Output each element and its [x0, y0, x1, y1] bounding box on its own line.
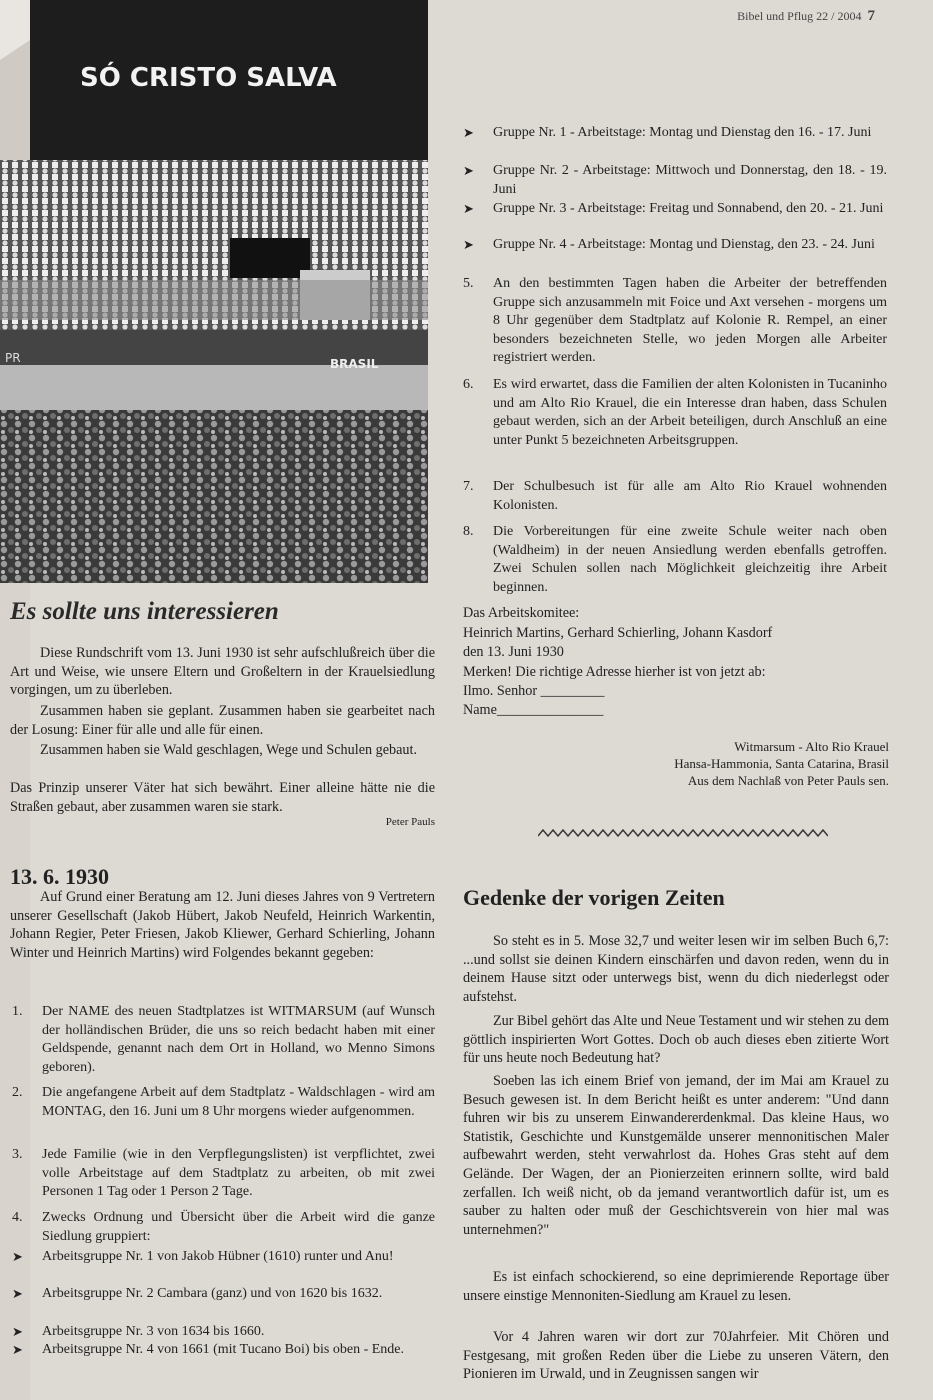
page-number: 7: [867, 8, 875, 24]
article2-intro: Auf Grund einer Beratung am 12. Juni dieses Jahres von 9 Vertretern unserer Gesellschaft (Jakob Hübert, Jakob Neufeld, Heinrich Warkentin, Johann Regier, Peter Friesen, Jakob Kliewer, Gerhard Schierling, Johann Winter und Heinrich Martins) wird Folgendes bekannt gegeben:: [10, 889, 435, 961]
photo-side-left: PR: [5, 351, 21, 365]
item-number: 6.: [463, 377, 474, 392]
source-line-2: Hansa-Hammonia, Santa Catarina, Brasil: [674, 756, 889, 771]
list-item: [463, 478, 887, 516]
article1-paragraph-4: Das Prinzip unserer Väter hat sich bewährt. Einer alleine hätte nie die Straßen gebaut, aber zusammen waren sie stark.: [10, 780, 435, 815]
group-text: Arbeitsgruppe Nr. 1 von Jakob Hübner (1610) runter und Anu!: [42, 1249, 394, 1264]
item-number: 4.: [12, 1210, 23, 1225]
item-number: 1.: [12, 1004, 23, 1019]
committee-date: den 13. Juni 1930: [463, 644, 564, 660]
header-title: Bibel und Pflug 22 / 2004: [737, 9, 862, 23]
article3-paragraph-3: Soeben las ich einem Brief von jemand, der im Mai am Krauel zu Besuch gewesen ist. In dem Bericht heißt es unter anderem: "Und dann fuhren wir bis zu unserem Einwandererdenkmal. Das kleine Haus, wo Statistik, Geschichte und Kunstgemälde unserer mennonitischen Maler aufbewahrt werden, steht verwahrlost da. Hohes Gras steht auf dem Gelände. Der Wagen, der an Pionierzeiten erinnern sollte, wird bald zerfallen. Ich weiß nicht, ob da jemand verantwortlich dafür ist, um es sauber zu halten oder muß der Geschichtsverein von hier mal was unternehmen?": [463, 1073, 889, 1238]
group-item: [12, 1341, 435, 1377]
article1-paragraph-3: Zusammen haben sie Wald geschlagen, Wege und Schulen gebaut.: [40, 742, 417, 758]
photo-illustration: [0, 0, 428, 583]
committee-names: Heinrich Martins, Gerhard Schierling, Johann Kasdorf: [463, 625, 773, 641]
item-text: An den bestimmten Tagen haben die Arbeiter der betreffenden Gruppe sich anzusammeln mit Foice und Axt versehen - morgens um 8 Uhr gegenüber dem Stadtplatz auf Kolonie R. Rempel, an einer besonders bezeichneten Stelle, wo jeden Morgen alle Arbeiter registriert werden.: [493, 276, 887, 365]
group-item: [463, 124, 887, 160]
ornamental-divider: [538, 826, 828, 840]
group-item: [463, 236, 887, 272]
article3-paragraph-4: Es ist einfach schockierend, so eine deprimierende Reportage über unsere einstige Mennoniten-Siedlung am Krauel zu lesen.: [463, 1269, 889, 1304]
arrowhead-bullet-icon: ➤: [463, 201, 474, 216]
address-line-1: Ilmo. Senhor _________: [463, 683, 605, 699]
list-item: [12, 1003, 435, 1083]
item-number: 3.: [12, 1147, 23, 1162]
arrowhead-bullet-icon: ➤: [463, 237, 474, 252]
item-text: Es wird erwartet, dass die Familien der alten Kolonisten in Tucaninho und am Alto Rio Krauel, die ein Interesse dran haben, dass Schulen gebaut werden, sich an der Arbeit beteiligen, durch Anschluß an eine unter Punkt 5 bezeichneten Arbeitsgruppen.: [493, 377, 887, 448]
group-item: [12, 1285, 435, 1321]
congregation-photo: [0, 0, 428, 583]
item-number: 8.: [463, 524, 474, 539]
page-header: [737, 8, 875, 25]
photo-side-right: BRASIL: [330, 357, 379, 371]
item-number: 2.: [12, 1085, 23, 1100]
list-item: [12, 1084, 435, 1144]
group-text: Gruppe Nr. 3 - Arbeitstage: Freitag und Sonnabend, den 20. - 21. Juni: [493, 201, 884, 216]
item-text: Die angefangene Arbeit auf dem Stadtplatz - Waldschlagen - wird am MONTAG, den 16. Juni um 8 Uhr morgens wieder aufgenommen.: [42, 1085, 435, 1119]
article3-paragraph-2: Zur Bibel gehört das Alte und Neue Testament und wir stehen zu dem göttlich inspirierten Wort Gottes. Doch ob auch dieses eben zitierte Wort für uns heute noch Bedeutung hat?: [463, 1013, 889, 1067]
arrowhead-bullet-icon: ➤: [12, 1324, 23, 1339]
source-line-3: Aus dem Nachlaß von Peter Pauls sen.: [687, 773, 889, 788]
article1-author: Peter Pauls: [385, 816, 435, 828]
arrowhead-bullet-icon: ➤: [463, 163, 474, 178]
group-text: Arbeitsgruppe Nr. 3 von 1634 bis 1660.: [42, 1324, 265, 1339]
list-item: [463, 376, 887, 471]
group-text: Gruppe Nr. 2 - Arbeitstage: Mittwoch und Donnerstag, den 18. - 19. Juni: [493, 163, 887, 197]
item-text: Der Schulbesuch ist für alle am Alto Rio Krauel wohnenden Kolonisten.: [493, 479, 887, 513]
list-item: [12, 1209, 435, 1249]
article1-paragraph-1: Diese Rundschrift vom 13. Juni 1930 ist sehr aufschlußreich über die Art und Weise, wie unsere Eltern und Großeltern in der Krauelsiedlung vorgingen, um zu überleben.: [10, 645, 435, 699]
list-item: [12, 1146, 435, 1206]
group-text: Gruppe Nr. 4 - Arbeitstage: Montag und Dienstag, den 23. - 24. Juni: [493, 237, 875, 252]
article3-paragraph-1: So steht es in 5. Mose 32,7 und weiter lesen wir im selben Buch 6,7: ...und sollst sie deinen Kindern einschärfen und davon reden, wenn du in deinem Hause sitzt oder unterwegs bist, wenn du dich niederlegst oder aufstehst.: [463, 933, 889, 1005]
list-item: [463, 523, 887, 599]
article1-title: Es sollte uns interessieren: [10, 598, 279, 625]
group-text: Arbeitsgruppe Nr. 2 Cambara (ganz) und von 1620 bis 1632.: [42, 1286, 383, 1301]
group-text: Gruppe Nr. 1 - Arbeitstage: Montag und Dienstag den 16. - 17. Juni: [493, 125, 872, 140]
item-text: Der NAME des neuen Stadtplatzes ist WITMARSUM (auf Wunsch der holländischen Brüder, die uns so reich bedacht haben mit einer Geldspende, genannt nach dem Ort in Holland, wo Menno Simons geboren).: [42, 1004, 435, 1075]
article3-paragraph-5: Vor 4 Jahren waren wir dort zur 70Jahrfeier. Mit Chören und Festgesang, mit großen Reden über die Liebe zu unseren Vätern, den Pionieren im Urwald, und in Zeugnissen sangen wir: [463, 1329, 889, 1383]
item-text: Jede Familie (wie in den Verpflegungslisten) ist verpflichtet, zwei volle Arbeitstage auf dem Stadtplatz zu arbeiten, ob mit zwei Personen 1 Tag oder 1 Person 2 Tage.: [42, 1147, 435, 1199]
source-line-1: Witmarsum - Alto Rio Krauel: [734, 739, 889, 754]
article1-paragraph-2: Zusammen haben sie geplant. Zusammen haben sie gearbeitet nach der Losung: Einer für alle und alle für einen.: [10, 703, 435, 738]
group-item: [463, 200, 887, 236]
group-item: [463, 162, 887, 198]
address-line-2: Name_______________: [463, 702, 604, 718]
arrowhead-bullet-icon: ➤: [12, 1249, 23, 1264]
arrowhead-bullet-icon: ➤: [12, 1342, 23, 1357]
group-item: [12, 1248, 435, 1284]
arrowhead-bullet-icon: ➤: [463, 125, 474, 140]
article2-title: 13. 6. 1930: [10, 864, 109, 889]
committee-label: Das Arbeitskomitee:: [463, 605, 580, 621]
item-text: Die Vorbereitungen für eine zweite Schule weiter nach oben (Waldheim) in der neuen Ansiedlung werden ebenfalls getroffen. Zwei Schulen sollen nach Möglichkeit gleichzeitig ihre Arbeit beginnen.: [493, 524, 887, 595]
group-text: Arbeitsgruppe Nr. 4 von 1661 (mit Tucano Boi) bis oben - Ende.: [42, 1342, 405, 1357]
list-item: [463, 275, 887, 370]
address-note: Merken! Die richtige Adresse hierher ist von jetzt ab:: [463, 664, 766, 680]
item-number: 5.: [463, 276, 474, 291]
photo-banner: SÓ CRISTO SALVA: [80, 63, 337, 93]
item-number: 7.: [463, 479, 474, 494]
group-item: [12, 1323, 435, 1341]
arrowhead-bullet-icon: ➤: [12, 1286, 23, 1301]
item-text: Zwecks Ordnung und Übersicht über die Arbeit wird die ganze Siedlung gruppiert:: [42, 1210, 435, 1244]
article3-title: Gedenke der vorigen Zeiten: [463, 885, 725, 910]
